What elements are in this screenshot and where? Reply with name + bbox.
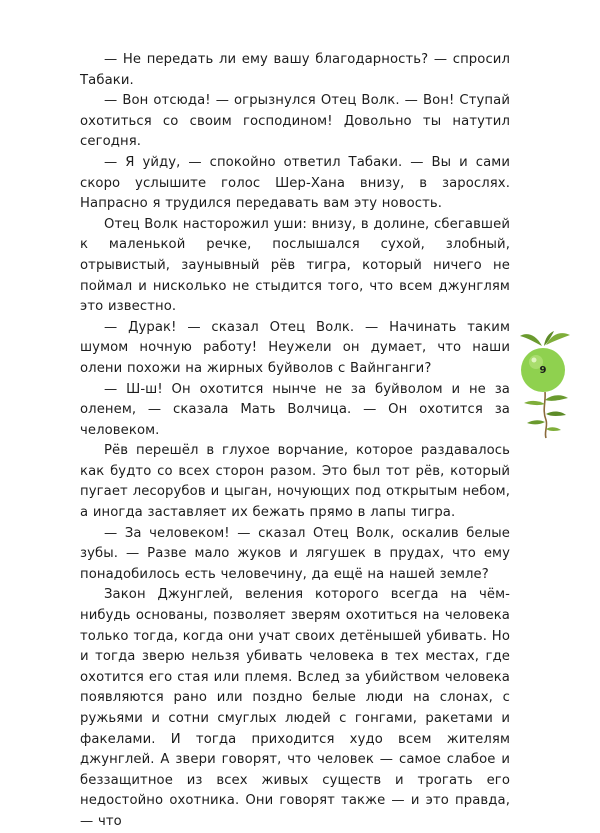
- paragraph-4: Отец Волк насторожил уши: внизу, в долине, сбегавшей к маленькой речке, послышался сухой, злобный, отрывистый, заунывный рёв тигра, который ничего не поймал и нисколько не стыдится того, что всем джунглям это известно.: [80, 216, 510, 315]
- paragraph-9: Закон Джунглей, веления которого всегда на чём-нибудь основаны, позволяет зверям охотиться на человека только тогда, когда они учат своих детёнышей убивать. Но и тогда зверю нельзя убивать человека в тех местах, где охотится его стая или племя. Вслед за убийством человека появляются рано или поздно белые люди на слонах, с ружьями и сотни смуглых людей с гонгами, ракетами и факелами. И тогда приходится худо всем жителям джунглей. А звери говорят, что человек — самое слабое и беззащитное из всех живых существ и трогать его недостойно охотника. Они говорят также — и это правда, — что: [80, 587, 510, 829]
- side-leaf-icon: [524, 401, 545, 405]
- page-number: 9: [539, 365, 547, 376]
- page-number-decoration: [512, 330, 578, 440]
- side-leaf-icon: [545, 395, 568, 401]
- paragraph-1: — Не передать ли ему вашу благодарность? — спросил Табаки.: [80, 52, 510, 88]
- side-leaf-icon: [546, 427, 561, 431]
- paragraph-5: — Дурак! — сказал Отец Волк. — Начинать таким шумом ночную работу! Неужели он думает, что наши олени похожи на жирных буйволов с Вайнганги?: [80, 319, 510, 376]
- story-text: [80, 50, 510, 833]
- paragraph-3: — Я уйду, — спокойно ответил Табаки. — Вы и сами скоро услышите голос Шер-Хана внизу, в зарослях. Напрасно я трудился передавать вам эту новость.: [80, 154, 510, 212]
- paragraph-2: — Вон отсюда! — огрызнулся Отец Волк. — Вон! Ступай охотиться со своим господином! Довольно ты натутил сегодня.: [80, 93, 510, 150]
- paragraph-6: — Ш-ш! Он охотится нынче не за буйволом и не за оленем, — сказала Мать Волчица. — Он охотится за человеком.: [80, 381, 510, 438]
- side-leaf-icon: [527, 420, 545, 424]
- paragraph-7: Рёв перешёл в глухое ворчание, которое раздавалось как будто со всех сторон разом. Это был тот рёв, который пугает лесорубов и цыган, ночующих под открытым небом, а иногда заставляет их бежать прямо в лапы тигра.: [80, 443, 510, 521]
- top-leaf-icon: [520, 334, 542, 346]
- branch-icon: [544, 392, 546, 438]
- side-leaf-icon: [546, 411, 566, 416]
- paragraph-8: — За человеком! — сказал Отец Волк, оскалив белые зубы. — Разве мало жуков и лягушек в прудах, что ему понадобилось есть человечину, да ещё на нашей земле?: [80, 525, 510, 582]
